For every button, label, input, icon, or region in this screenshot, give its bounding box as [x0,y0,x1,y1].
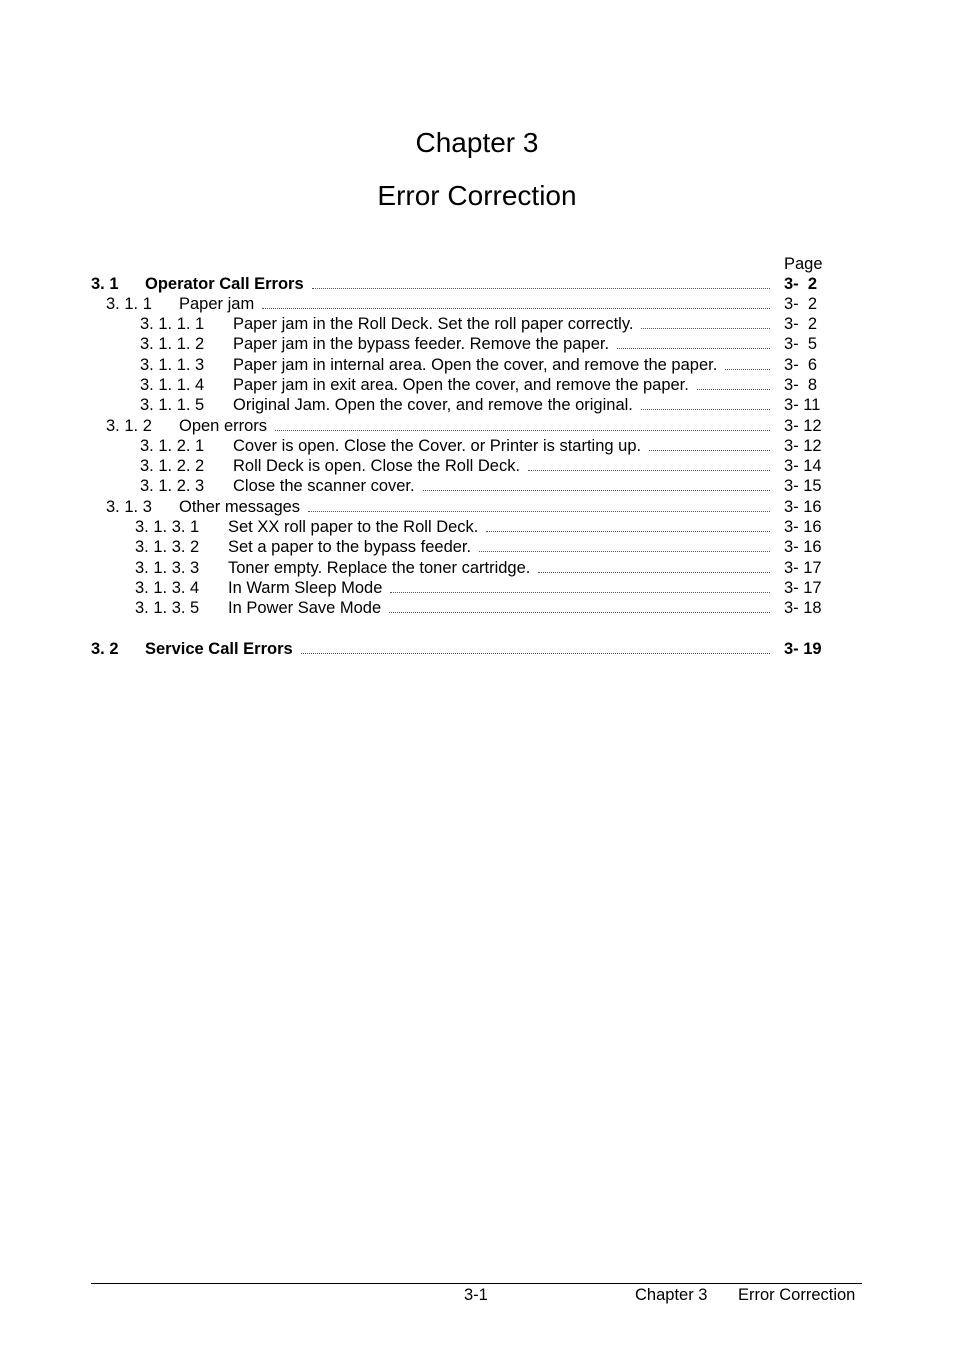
toc-entry-page: 3- 17 [784,579,822,597]
toc-entry-number: 3. 1. 3. 3 [135,559,200,577]
chapter-subtitle: Error Correction [377,180,577,211]
chapter-title: Chapter 3 [415,127,539,158]
toc-entry-number: 3. 1. 2 [106,417,152,435]
toc-entry-title: Cover is open. Close the Cover. or Printer is starting up. [233,437,642,455]
toc-leader-dots [538,572,770,573]
toc-entry-title: Set XX roll paper to the Roll Deck. [228,518,479,536]
toc-entry-page: 3- 16 [784,538,822,556]
toc-entry-page: 3- 12 [784,437,822,455]
toc-leader-dots [486,531,770,532]
toc-entry[interactable] [0,537,954,557]
toc-entry-number: 3. 1. 1. 2 [140,335,205,353]
toc-leader-dots [308,511,770,512]
toc-entry-number: 3. 1. 2. 1 [140,437,205,455]
toc-leader-dots [641,409,770,410]
toc-entry[interactable] [0,274,954,294]
toc-entry-number: 3. 1. 2. 3 [140,477,205,495]
toc-entry-number: 3. 2 [91,640,119,658]
footer-chapter: Chapter 3 [635,1286,708,1304]
toc-leader-dots [649,450,770,451]
toc-leader-dots [697,389,770,390]
toc-entry[interactable] [0,598,954,618]
toc-leader-dots [312,288,770,289]
toc-entry-title: Paper jam in the Roll Deck. Set the roll paper correctly. [233,315,634,333]
toc-entry[interactable] [0,517,954,537]
toc-entry[interactable] [0,558,954,578]
toc-entry-number: 3. 1. 2. 2 [140,457,205,475]
toc-entry[interactable] [0,334,954,354]
toc-entry-title: Service Call Errors [145,640,293,658]
toc-entry-page: 3- 12 [784,417,822,435]
toc-entry-title: Paper jam in exit area. Open the cover, and remove the paper. [233,376,689,394]
toc-entry[interactable] [0,395,954,415]
toc-entry-number: 3. 1. 1. 3 [140,356,205,374]
toc-entry[interactable] [0,375,954,395]
toc-leader-dots [479,551,770,552]
toc-leader-dots [301,653,770,654]
toc-leader-dots [389,612,770,613]
toc-entry-page: 3- 18 [784,599,822,617]
toc-entry-number: 3. 1. 1. 4 [140,376,205,394]
footer-page-number: 3-1 [464,1286,488,1304]
toc-entry-number: 3. 1. 3 [106,498,152,516]
toc-entry-page: 3- 16 [784,498,822,516]
toc-entry[interactable] [0,456,954,476]
toc-leader-dots [528,470,770,471]
toc-entry-title: Paper jam in the bypass feeder. Remove the paper. [233,335,610,353]
toc-entry-number: 3. 1 [91,275,119,293]
toc-leader-dots [275,430,770,431]
toc-entry-page: 3- 17 [784,559,822,577]
toc-entry-page: 3- 15 [784,477,822,495]
toc-entry-number: 3. 1. 3. 4 [135,579,200,597]
toc-page-header: Page [784,255,823,273]
toc-leader-dots [641,328,770,329]
toc-entry-page: 3- 2 [784,315,818,333]
toc-entry-title: Other messages [179,498,301,516]
toc-entry-title: In Power Save Mode [228,599,382,617]
toc-entry[interactable] [0,578,954,598]
toc-entry[interactable] [0,355,954,375]
toc-leader-dots [725,369,770,370]
toc-entry-page: 3- 2 [784,275,818,293]
toc-entry-number: 3. 1. 1. 5 [140,396,205,414]
toc-entry-page: 3- 16 [784,518,822,536]
footer-title: Error Correction [738,1286,856,1304]
toc-entry-title: Paper jam in internal area. Open the cover, and remove the paper. [233,356,718,374]
toc-entry[interactable] [0,476,954,496]
toc-leader-dots [423,490,770,491]
toc-entry[interactable] [0,294,954,314]
toc-entry[interactable] [0,314,954,334]
toc-entry-number: 3. 1. 1. 1 [140,315,205,333]
toc-entry-page: 3- 19 [784,640,822,658]
toc-entry[interactable] [0,639,954,659]
toc-entry[interactable] [0,416,954,436]
toc-entry-page: 3- 6 [784,356,818,374]
toc-entry-title: Original Jam. Open the cover, and remove the original. [233,396,633,414]
toc-entry-title: Paper jam [179,295,255,313]
toc-entry-page: 3- 8 [784,376,818,394]
toc-entry-title: Roll Deck is open. Close the Roll Deck. [233,457,521,475]
toc-entry-title: In Warm Sleep Mode [228,579,383,597]
toc-entry-number: 3. 1. 3. 2 [135,538,200,556]
toc-entry-number: 3. 1. 3. 1 [135,518,200,536]
toc-entry-page: 3- 5 [784,335,818,353]
toc-leader-dots [390,592,770,593]
toc-entry-number: 3. 1. 1 [106,295,152,313]
toc-entry-title: Open errors [179,417,268,435]
toc-entry-page: 3- 2 [784,295,818,313]
toc-leader-dots [617,348,770,349]
toc-leader-dots [262,308,770,309]
toc-entry-title: Close the scanner cover. [233,477,415,495]
toc-entry-title: Set a paper to the bypass feeder. [228,538,472,556]
toc-entry-title: Operator Call Errors [145,275,304,293]
footer-rule [91,1283,862,1284]
toc-entry[interactable] [0,436,954,456]
toc-entry-title: Toner empty. Replace the toner cartridge. [228,559,531,577]
toc-entry-number: 3. 1. 3. 5 [135,599,200,617]
toc-entry-page: 3- 11 [784,396,821,414]
toc-entry[interactable] [0,497,954,517]
toc-entry-page: 3- 14 [784,457,822,475]
